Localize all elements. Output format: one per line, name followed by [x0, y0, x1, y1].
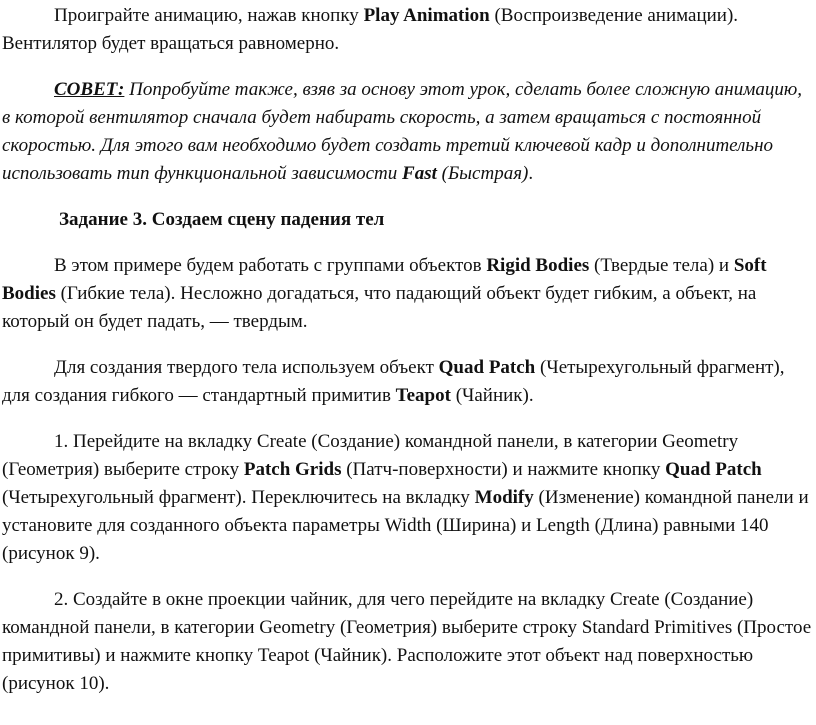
text: (Твердые тела) и	[589, 255, 734, 276]
term-modify: Modify	[474, 487, 534, 508]
text: (Четырехугольный фрагмент). Переключитесь на вкладку	[2, 487, 475, 508]
term-play-animation: Play Animation	[363, 5, 490, 26]
text: Попробуйте также, взяв за основу этот урок, сделать более сложную анимацию, в которой вентилятор сначала будет набирать скорость, а затем вращаться с постоянной скоростью. Для этого вам необходимо будет создать третий ключевой кадр и дополнительно использовать тип функциональной зависимости	[2, 79, 802, 184]
term-quad-patch: Quad Patch	[438, 357, 536, 378]
text: В этом примере будем работать с группами объектов	[54, 255, 487, 276]
text: (Четырехугольный фрагмент), для создания гибкого — стандартный примитив	[2, 357, 785, 406]
paragraph-quad-patch-teapot	[2, 354, 812, 410]
text: 2. Создайте в окне проекции чайник, для чего перейдите на вкладку Create (Создание) командной панели, в категории Geometry (Геометрия) выберите строку Standard Primitives (Простое примитивы) и нажмите кнопку Teapot (Чайник). Расположите этот объект над поверхностью (рисунок 10).	[2, 589, 812, 694]
text: (Патч-поверхности) и нажмите кнопку	[341, 459, 666, 480]
text: .	[528, 163, 534, 184]
text: (Чайник).	[450, 385, 534, 406]
text: (Быстрая)	[436, 163, 529, 184]
paragraph-step-1	[2, 428, 812, 568]
paragraph-step-2	[2, 586, 812, 698]
tip-label: СОВЕТ:	[54, 79, 125, 100]
paragraph-tip	[2, 76, 812, 188]
text: Для создания твердого тела используем объект	[54, 357, 439, 378]
paragraph-play-animation	[2, 0, 812, 58]
text: (Гибкие тела). Несложно догадаться, что падающий объект будет гибким, а объект, на который он будет падать, — твердым.	[2, 283, 757, 332]
text: Проиграйте анимацию, нажав кнопку	[54, 5, 364, 26]
section-heading: Задание 3. Создаем сцену падения тел	[59, 209, 385, 230]
text: (Изменение) командной панели и установите для созданного объекта параметры Width (Ширина) и Length (Длина) равными 140 (рисунок 9).	[2, 487, 809, 564]
term-rigid-bodies: Rigid Bodies	[486, 255, 590, 276]
term-patch-grids: Patch Grids	[243, 459, 342, 480]
term-fast: Fast	[402, 163, 437, 184]
text: (Воспроизведение анимации). Вентилятор будет вращаться равномерно.	[2, 5, 739, 54]
term-soft-bodies: Soft Bodies	[2, 255, 767, 304]
paragraph-rigid-soft-bodies	[2, 252, 812, 336]
term-quad-patch: Quad Patch	[665, 459, 762, 480]
text: 1. Перейдите на вкладку Create (Создание) командной панели, в категории Geometry (Геометрия) выберите строку	[2, 431, 739, 480]
term-teapot: Teapot	[395, 385, 451, 406]
